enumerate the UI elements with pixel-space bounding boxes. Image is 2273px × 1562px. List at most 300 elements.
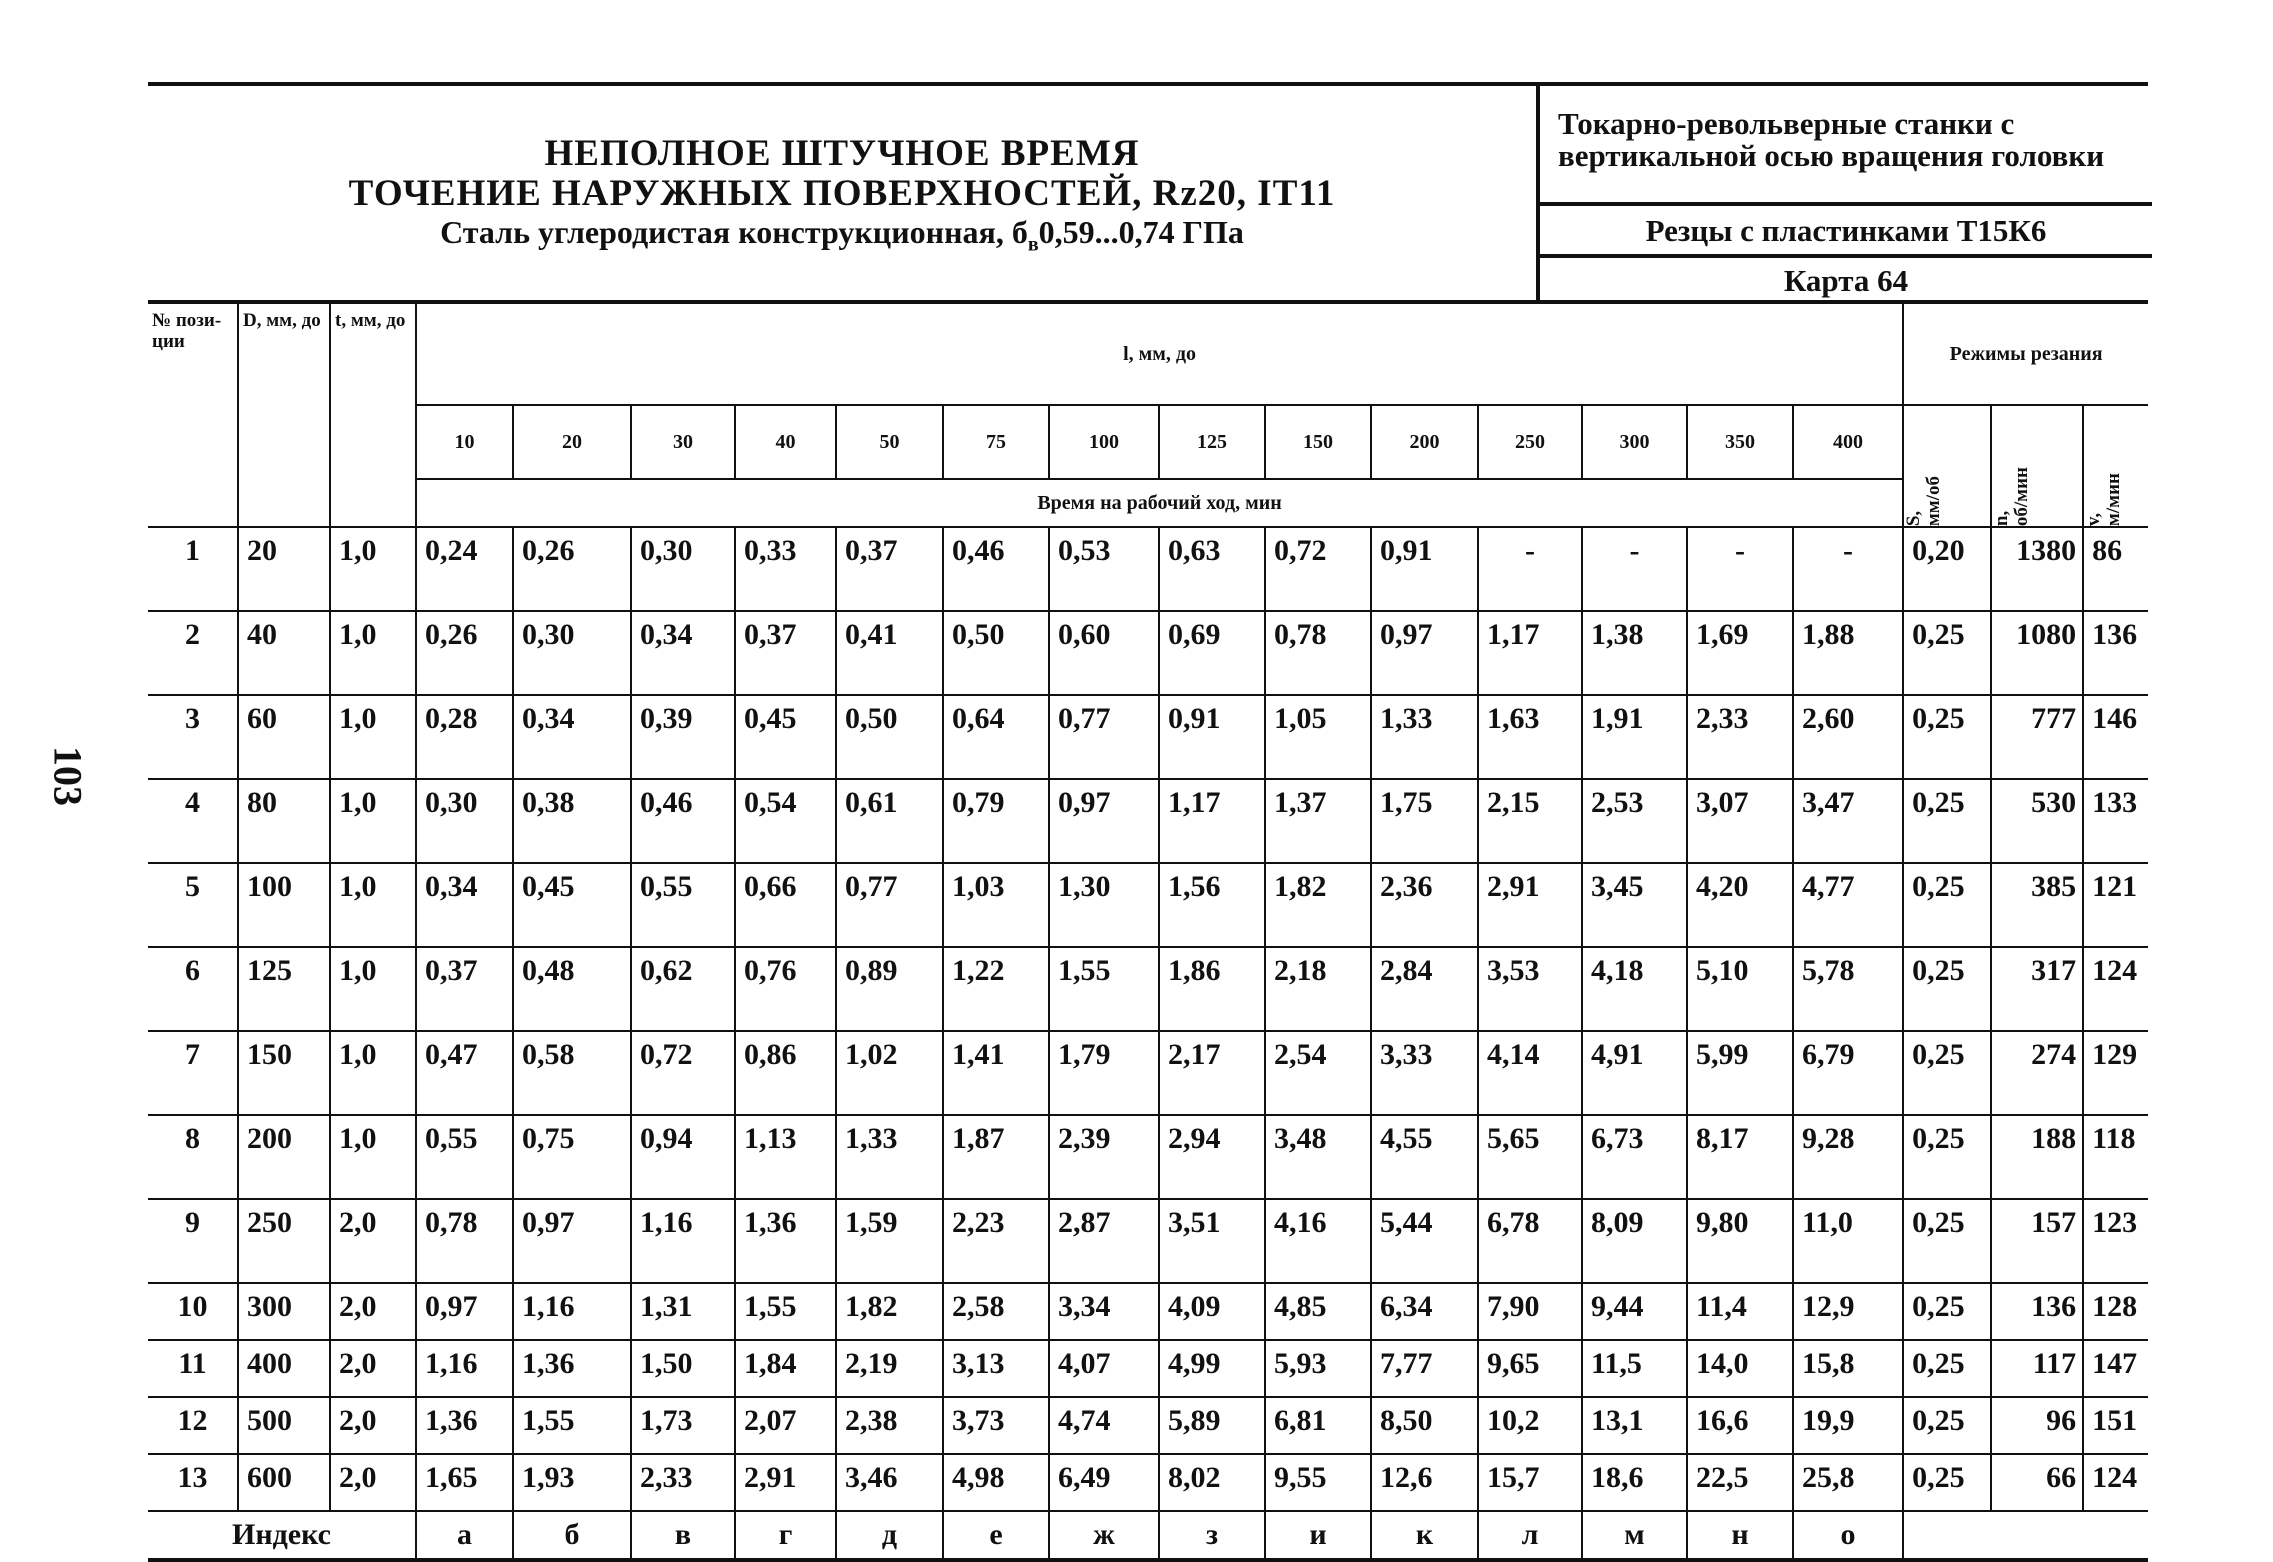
time-cell: 0,39 — [631, 695, 735, 779]
diameter-cell: 200 — [238, 1115, 330, 1199]
time-cell: 2,15 — [1478, 779, 1582, 863]
time-cell: 6,73 — [1582, 1115, 1687, 1199]
time-cell: 3,53 — [1478, 947, 1582, 1031]
time-cell: 0,91 — [1371, 527, 1478, 611]
time-cell: 9,80 — [1687, 1199, 1793, 1283]
position-cell: 3 — [148, 695, 238, 779]
time-cell: 6,49 — [1049, 1454, 1159, 1511]
n-cell: 66 — [1991, 1454, 2083, 1511]
table-row — [148, 1283, 2148, 1340]
time-cell: 0,86 — [735, 1031, 836, 1115]
index-letter: г — [735, 1511, 836, 1560]
time-cell: 0,33 — [735, 527, 836, 611]
time-cell: 1,05 — [1265, 695, 1371, 779]
time-cell: 1,37 — [1265, 779, 1371, 863]
depth-cell: 1,0 — [330, 611, 416, 695]
time-cell: 4,91 — [1582, 1031, 1687, 1115]
position-cell: 12 — [148, 1397, 238, 1454]
time-cell: 0,77 — [1049, 695, 1159, 779]
time-cell: 4,16 — [1265, 1199, 1371, 1283]
time-cell: 4,85 — [1265, 1283, 1371, 1340]
time-cell: 25,8 — [1793, 1454, 1903, 1511]
s-cell: 0,25 — [1903, 1115, 1991, 1199]
time-cell: 5,78 — [1793, 947, 1903, 1031]
time-cell: 4,55 — [1371, 1115, 1478, 1199]
time-cell: 2,36 — [1371, 863, 1478, 947]
diameter-cell: 100 — [238, 863, 330, 947]
time-cell: 2,33 — [631, 1454, 735, 1511]
time-cell: 3,46 — [836, 1454, 943, 1511]
time-cell: 1,16 — [416, 1340, 513, 1397]
header-position: № пози- ции — [148, 302, 238, 527]
table-row — [148, 1454, 2148, 1511]
time-cell: 2,91 — [1478, 863, 1582, 947]
n-cell: 96 — [1991, 1397, 2083, 1454]
position-cell: 11 — [148, 1340, 238, 1397]
s-cell: 0,25 — [1903, 1283, 1991, 1340]
diameter-cell: 40 — [238, 611, 330, 695]
time-cell: 14,0 — [1687, 1340, 1793, 1397]
time-cell: 4,07 — [1049, 1340, 1159, 1397]
index-letter: б — [513, 1511, 631, 1560]
time-cell: 10,2 — [1478, 1397, 1582, 1454]
time-cell: 6,78 — [1478, 1199, 1582, 1283]
time-cell: 1,56 — [1159, 863, 1265, 947]
time-cell: 9,65 — [1478, 1340, 1582, 1397]
time-cell: 1,16 — [631, 1199, 735, 1283]
diameter-cell: 400 — [238, 1340, 330, 1397]
time-cell: 1,33 — [836, 1115, 943, 1199]
time-cell: 0,78 — [416, 1199, 513, 1283]
time-cell: 1,87 — [943, 1115, 1049, 1199]
time-cell: 0,38 — [513, 779, 631, 863]
time-cell: 0,60 — [1049, 611, 1159, 695]
time-cell: 1,31 — [631, 1283, 735, 1340]
depth-cell: 1,0 — [330, 695, 416, 779]
time-cell: 13,1 — [1582, 1397, 1687, 1454]
time-cell: 1,59 — [836, 1199, 943, 1283]
time-cell: - — [1793, 527, 1903, 611]
time-cell: 0,78 — [1265, 611, 1371, 695]
index-letter: а — [416, 1511, 513, 1560]
index-letter: в — [631, 1511, 735, 1560]
time-cell: 0,41 — [836, 611, 943, 695]
time-cell: 4,74 — [1049, 1397, 1159, 1454]
depth-cell: 2,0 — [330, 1340, 416, 1397]
table-row — [148, 695, 2148, 779]
time-cell: 1,36 — [416, 1397, 513, 1454]
time-cell: 15,8 — [1793, 1340, 1903, 1397]
time-cell: 5,93 — [1265, 1340, 1371, 1397]
diameter-cell: 20 — [238, 527, 330, 611]
table-row — [148, 947, 2148, 1031]
length-250: 250 — [1478, 405, 1582, 479]
n-cell: 530 — [1991, 779, 2083, 863]
length-200: 200 — [1371, 405, 1478, 479]
time-cell: 5,10 — [1687, 947, 1793, 1031]
card-number: Карта 64 — [1540, 254, 2152, 306]
time-cell: 0,45 — [513, 863, 631, 947]
index-letter: е — [943, 1511, 1049, 1560]
length-header-row — [148, 405, 2148, 479]
depth-cell: 1,0 — [330, 863, 416, 947]
time-cell: 1,75 — [1371, 779, 1478, 863]
time-cell: 2,07 — [735, 1397, 836, 1454]
s-cell: 0,25 — [1903, 1199, 1991, 1283]
time-cell: 1,38 — [1582, 611, 1687, 695]
time-cell: 1,82 — [1265, 863, 1371, 947]
table-row — [148, 611, 2148, 695]
v-cell: 123 — [2083, 1199, 2148, 1283]
n-cell: 136 — [1991, 1283, 2083, 1340]
time-cell: 6,34 — [1371, 1283, 1478, 1340]
time-cell: 0,72 — [1265, 527, 1371, 611]
time-cell: 2,91 — [735, 1454, 836, 1511]
s-cell: 0,25 — [1903, 1397, 1991, 1454]
strength-range: 0,59...0,74 ГПа — [1038, 214, 1244, 250]
length-150: 150 — [1265, 405, 1371, 479]
position-cell: 10 — [148, 1283, 238, 1340]
time-cell: 2,18 — [1265, 947, 1371, 1031]
time-cell: 5,44 — [1371, 1199, 1478, 1283]
position-cell: 4 — [148, 779, 238, 863]
time-cell: 1,86 — [1159, 947, 1265, 1031]
table-row — [148, 1397, 2148, 1454]
time-cell: 0,54 — [735, 779, 836, 863]
time-cell: 0,24 — [416, 527, 513, 611]
time-cell: 0,26 — [513, 527, 631, 611]
header-s: S, мм/об — [1903, 475, 1945, 526]
time-cell: 0,89 — [836, 947, 943, 1031]
time-cell: 1,36 — [513, 1340, 631, 1397]
machine-type: Токарно-револьверные станки с вертикальной осью вращения головки — [1558, 106, 2105, 173]
time-cell: 1,65 — [416, 1454, 513, 1511]
length-40: 40 — [735, 405, 836, 479]
time-cell: 4,98 — [943, 1454, 1049, 1511]
time-cell: 11,4 — [1687, 1283, 1793, 1340]
time-cell: - — [1687, 527, 1793, 611]
time-cell: 5,65 — [1478, 1115, 1582, 1199]
time-cell: 1,22 — [943, 947, 1049, 1031]
length-10: 10 — [416, 405, 513, 479]
depth-cell: 1,0 — [330, 947, 416, 1031]
index-letter: л — [1478, 1511, 1582, 1560]
time-cell: 0,34 — [631, 611, 735, 695]
v-cell: 147 — [2083, 1340, 2148, 1397]
index-letter: з — [1159, 1511, 1265, 1560]
time-cell: 1,73 — [631, 1397, 735, 1454]
time-cell: 2,54 — [1265, 1031, 1371, 1115]
header-s-cell — [1903, 405, 1991, 527]
time-cell: 1,17 — [1159, 779, 1265, 863]
header-v-cell — [2083, 405, 2148, 527]
time-cell: 0,30 — [631, 527, 735, 611]
time-cell: 3,33 — [1371, 1031, 1478, 1115]
v-cell: 146 — [2083, 695, 2148, 779]
time-cell: 4,18 — [1582, 947, 1687, 1031]
time-cell: 0,66 — [735, 863, 836, 947]
time-cell: 4,77 — [1793, 863, 1903, 947]
time-cell: 0,79 — [943, 779, 1049, 863]
table-row — [148, 1031, 2148, 1115]
index-letter: н — [1687, 1511, 1793, 1560]
time-cell: 3,47 — [1793, 779, 1903, 863]
length-75: 75 — [943, 405, 1049, 479]
time-cell: 11,0 — [1793, 1199, 1903, 1283]
title-block — [148, 86, 1536, 304]
n-cell: 1080 — [1991, 611, 2083, 695]
title-line-2: ТОЧЕНИЕ НАРУЖНЫХ ПОВЕРХНОСТЕЙ, Rz20, IT11 — [348, 173, 1336, 214]
v-cell: 121 — [2083, 863, 2148, 947]
time-cell: 1,50 — [631, 1340, 735, 1397]
time-cell: 0,94 — [631, 1115, 735, 1199]
time-cell: 0,50 — [836, 695, 943, 779]
v-cell: 151 — [2083, 1397, 2148, 1454]
n-cell: 117 — [1991, 1340, 2083, 1397]
time-cell: 4,09 — [1159, 1283, 1265, 1340]
index-label: Индекс — [148, 1511, 416, 1560]
depth-cell: 2,0 — [330, 1283, 416, 1340]
position-cell: 5 — [148, 863, 238, 947]
time-cell: 2,17 — [1159, 1031, 1265, 1115]
position-cell: 8 — [148, 1115, 238, 1199]
time-cell: - — [1582, 527, 1687, 611]
index-letter: ж — [1049, 1511, 1159, 1560]
time-cell: 0,46 — [631, 779, 735, 863]
s-cell: 0,25 — [1903, 695, 1991, 779]
time-cell: 2,23 — [943, 1199, 1049, 1283]
time-cell: 2,19 — [836, 1340, 943, 1397]
time-cell: 1,63 — [1478, 695, 1582, 779]
material-text: Сталь углеродистая конструкционная, б — [440, 214, 1028, 250]
index-letter: и — [1265, 1511, 1371, 1560]
time-cell: 11,5 — [1582, 1340, 1687, 1397]
time-cell: 3,34 — [1049, 1283, 1159, 1340]
time-cell: 15,7 — [1478, 1454, 1582, 1511]
header-depth: t, мм, до — [330, 302, 416, 527]
time-cell: 0,46 — [943, 527, 1049, 611]
time-cell: 1,88 — [1793, 611, 1903, 695]
time-cell: 0,97 — [513, 1199, 631, 1283]
diameter-cell: 300 — [238, 1283, 330, 1340]
length-100: 100 — [1049, 405, 1159, 479]
n-cell: 385 — [1991, 863, 2083, 947]
time-cell: 2,84 — [1371, 947, 1478, 1031]
time-cell: 0,69 — [1159, 611, 1265, 695]
header-modes: Режимы резания — [1903, 302, 2148, 405]
time-cell: 1,17 — [1478, 611, 1582, 695]
n-cell: 157 — [1991, 1199, 2083, 1283]
length-125: 125 — [1159, 405, 1265, 479]
length-20: 20 — [513, 405, 631, 479]
time-cell: 19,9 — [1793, 1397, 1903, 1454]
time-cell: 1,91 — [1582, 695, 1687, 779]
s-cell: 0,25 — [1903, 1031, 1991, 1115]
v-cell: 124 — [2083, 1454, 2148, 1511]
time-cell: 3,73 — [943, 1397, 1049, 1454]
time-cell: 0,97 — [416, 1283, 513, 1340]
time-cell: 2,60 — [1793, 695, 1903, 779]
time-cell: 3,45 — [1582, 863, 1687, 947]
length-30: 30 — [631, 405, 735, 479]
header-n: n, об/мин — [1991, 466, 2033, 526]
s-cell: 0,25 — [1903, 863, 1991, 947]
index-letter: к — [1371, 1511, 1478, 1560]
s-cell: 0,20 — [1903, 527, 1991, 611]
time-cell: 7,77 — [1371, 1340, 1478, 1397]
time-cell: 3,48 — [1265, 1115, 1371, 1199]
n-cell: 188 — [1991, 1115, 2083, 1199]
time-cell: 1,69 — [1687, 611, 1793, 695]
time-cell: 4,20 — [1687, 863, 1793, 947]
table-row — [148, 863, 2148, 947]
v-cell: 118 — [2083, 1115, 2148, 1199]
position-cell: 1 — [148, 527, 238, 611]
index-letter: о — [1793, 1511, 1903, 1560]
diameter-cell: 500 — [238, 1397, 330, 1454]
time-cell: 9,28 — [1793, 1115, 1903, 1199]
time-cell: 22,5 — [1687, 1454, 1793, 1511]
v-cell: 128 — [2083, 1283, 2148, 1340]
time-cell: 1,03 — [943, 863, 1049, 947]
time-cell: 0,48 — [513, 947, 631, 1031]
time-cell: 3,13 — [943, 1340, 1049, 1397]
v-cell: 136 — [2083, 611, 2148, 695]
s-cell: 0,25 — [1903, 779, 1991, 863]
time-cell: 0,28 — [416, 695, 513, 779]
header-length: l, мм, до — [416, 302, 1903, 405]
time-cell: 7,90 — [1478, 1283, 1582, 1340]
position-cell: 2 — [148, 611, 238, 695]
header-n-cell — [1991, 405, 2083, 527]
time-cell: 1,55 — [513, 1397, 631, 1454]
diameter-cell: 80 — [238, 779, 330, 863]
table-row — [148, 527, 2148, 611]
depth-cell: 1,0 — [330, 1115, 416, 1199]
time-cell: 6,79 — [1793, 1031, 1903, 1115]
time-cell: 1,02 — [836, 1031, 943, 1115]
n-cell: 777 — [1991, 695, 2083, 779]
cutter-type: Резцы с пластинками Т15К6 — [1540, 202, 2152, 256]
n-cell: 317 — [1991, 947, 2083, 1031]
time-cell: 0,47 — [416, 1031, 513, 1115]
time-cell: 0,55 — [416, 1115, 513, 1199]
depth-cell: 1,0 — [330, 527, 416, 611]
time-cell: 0,34 — [416, 863, 513, 947]
depth-cell: 2,0 — [330, 1397, 416, 1454]
n-cell: 1380 — [1991, 527, 2083, 611]
time-cell: 9,44 — [1582, 1283, 1687, 1340]
time-cell: 1,82 — [836, 1283, 943, 1340]
header-right-block — [1536, 86, 2152, 304]
v-cell: 133 — [2083, 779, 2148, 863]
time-cell: 0,63 — [1159, 527, 1265, 611]
time-cell: 0,37 — [416, 947, 513, 1031]
time-cell: 0,75 — [513, 1115, 631, 1199]
time-cell: 5,89 — [1159, 1397, 1265, 1454]
time-cell: 0,30 — [513, 611, 631, 695]
diameter-cell: 60 — [238, 695, 330, 779]
time-cell: 2,39 — [1049, 1115, 1159, 1199]
length-350: 350 — [1687, 405, 1793, 479]
time-cell: 0,37 — [735, 611, 836, 695]
time-cell: 0,58 — [513, 1031, 631, 1115]
time-cell: 0,61 — [836, 779, 943, 863]
time-cell: 0,77 — [836, 863, 943, 947]
time-cell: 3,07 — [1687, 779, 1793, 863]
time-cell: 1,55 — [735, 1283, 836, 1340]
time-cell: 6,81 — [1265, 1397, 1371, 1454]
diameter-cell: 150 — [238, 1031, 330, 1115]
n-cell: 274 — [1991, 1031, 2083, 1115]
time-cell: 8,02 — [1159, 1454, 1265, 1511]
s-cell: 0,25 — [1903, 947, 1991, 1031]
header-time: Время на рабочий ход, мин — [416, 479, 1903, 527]
time-cell: 1,93 — [513, 1454, 631, 1511]
diameter-cell: 600 — [238, 1454, 330, 1511]
time-cell: 1,33 — [1371, 695, 1478, 779]
material-subscript: в — [1027, 233, 1039, 256]
time-cell: 0,53 — [1049, 527, 1159, 611]
time-cell: 0,45 — [735, 695, 836, 779]
title-line-1: НЕПОЛНОЕ ШТУЧНОЕ ВРЕМЯ — [544, 133, 1140, 174]
header — [148, 82, 2148, 304]
time-cell: 1,16 — [513, 1283, 631, 1340]
time-cell: 8,50 — [1371, 1397, 1478, 1454]
s-cell: 0,25 — [1903, 1340, 1991, 1397]
time-cell: 1,79 — [1049, 1031, 1159, 1115]
s-cell: 0,25 — [1903, 611, 1991, 695]
time-cell: 0,30 — [416, 779, 513, 863]
time-cell: 8,17 — [1687, 1115, 1793, 1199]
time-cell: 2,33 — [1687, 695, 1793, 779]
time-cell: 4,14 — [1478, 1031, 1582, 1115]
time-cell: 0,91 — [1159, 695, 1265, 779]
time-cell: 4,99 — [1159, 1340, 1265, 1397]
time-cell: 0,26 — [416, 611, 513, 695]
header-v: v, м/мин — [2083, 472, 2125, 526]
time-cell: 0,50 — [943, 611, 1049, 695]
time-cell: 0,76 — [735, 947, 836, 1031]
time-cell: 12,6 — [1371, 1454, 1478, 1511]
s-cell: 0,25 — [1903, 1454, 1991, 1511]
position-cell: 6 — [148, 947, 238, 1031]
time-cell: 0,97 — [1049, 779, 1159, 863]
time-cell: 2,94 — [1159, 1115, 1265, 1199]
time-cell: 18,6 — [1582, 1454, 1687, 1511]
table-row — [148, 1199, 2148, 1283]
time-cell: 2,38 — [836, 1397, 943, 1454]
position-cell: 7 — [148, 1031, 238, 1115]
time-cell: 1,55 — [1049, 947, 1159, 1031]
depth-cell: 1,0 — [330, 1031, 416, 1115]
depth-cell: 2,0 — [330, 1454, 416, 1511]
table-row — [148, 1340, 2148, 1397]
time-cell: 16,6 — [1687, 1397, 1793, 1454]
depth-cell: 2,0 — [330, 1199, 416, 1283]
index-letter: д — [836, 1511, 943, 1560]
time-cell: 2,87 — [1049, 1199, 1159, 1283]
time-cell: - — [1478, 527, 1582, 611]
time-cell: 2,53 — [1582, 779, 1687, 863]
v-cell: 86 — [2083, 527, 2148, 611]
time-cell: 1,13 — [735, 1115, 836, 1199]
time-cell: 9,55 — [1265, 1454, 1371, 1511]
position-cell: 9 — [148, 1199, 238, 1283]
norms-table — [148, 300, 2148, 1562]
header-diameter: D, мм, до — [238, 302, 330, 527]
length-300: 300 — [1582, 405, 1687, 479]
